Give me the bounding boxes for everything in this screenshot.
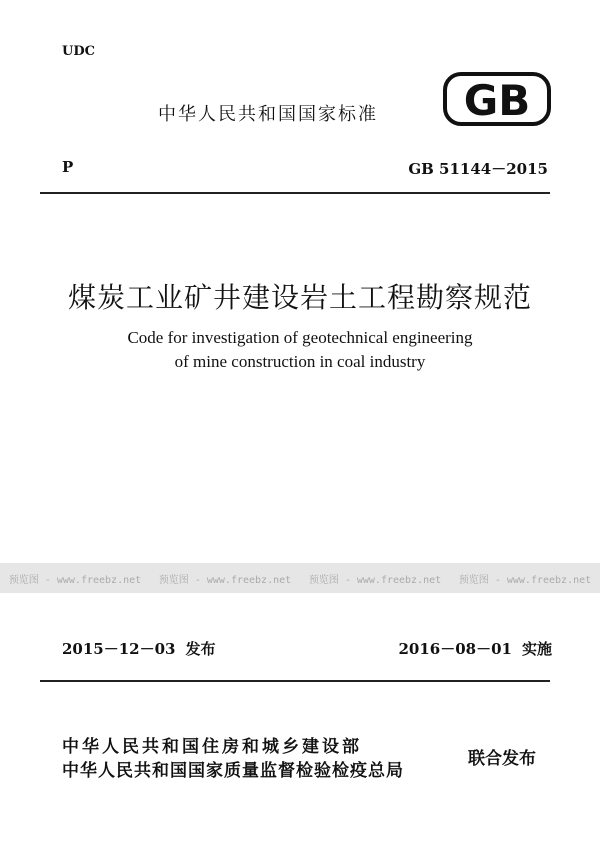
joint-publish-label: 联合发布 (468, 749, 536, 769)
udc-label: UDC (62, 44, 95, 59)
title-english-line1: Code for investigation of geotechnical engineering (127, 328, 473, 347)
issue-date: 2015－12－03 (62, 640, 176, 658)
gb-logo-text: GB (463, 76, 531, 125)
watermark-text: 预览图 - www.freebz.net (308, 574, 442, 586)
standard-type: 中华人民共和国国家标准 (158, 104, 378, 125)
bottom-divider (40, 680, 550, 682)
implement-date-line (398, 638, 552, 659)
publisher-line1: 中华人民共和国住房和城乡建设部 (62, 737, 362, 757)
watermark-text: 预览图 - www.freebz.net (458, 574, 592, 586)
implement-date: 2016－08－01 (398, 640, 512, 658)
publisher-line2: 中华人民共和国国家质量监督检验检疫总局 (62, 761, 404, 781)
top-divider (40, 192, 550, 194)
title-english-line2: of mine construction in coal industry (174, 352, 426, 371)
issue-label: 发布 (185, 640, 216, 658)
issue-date-line (62, 638, 216, 659)
gb-logo (443, 72, 551, 126)
title-chinese: 煤炭工业矿井建设岩土工程勘察规范 (67, 281, 532, 314)
standard-code: GB 51144－2015 (408, 160, 548, 178)
watermark-band (0, 563, 600, 593)
implement-label: 实施 (521, 640, 552, 658)
watermark-text: 预览图 - www.freebz.net (158, 574, 292, 586)
category-label: P (62, 158, 74, 176)
watermark-text: 预览图 - www.freebz.net (8, 574, 142, 586)
